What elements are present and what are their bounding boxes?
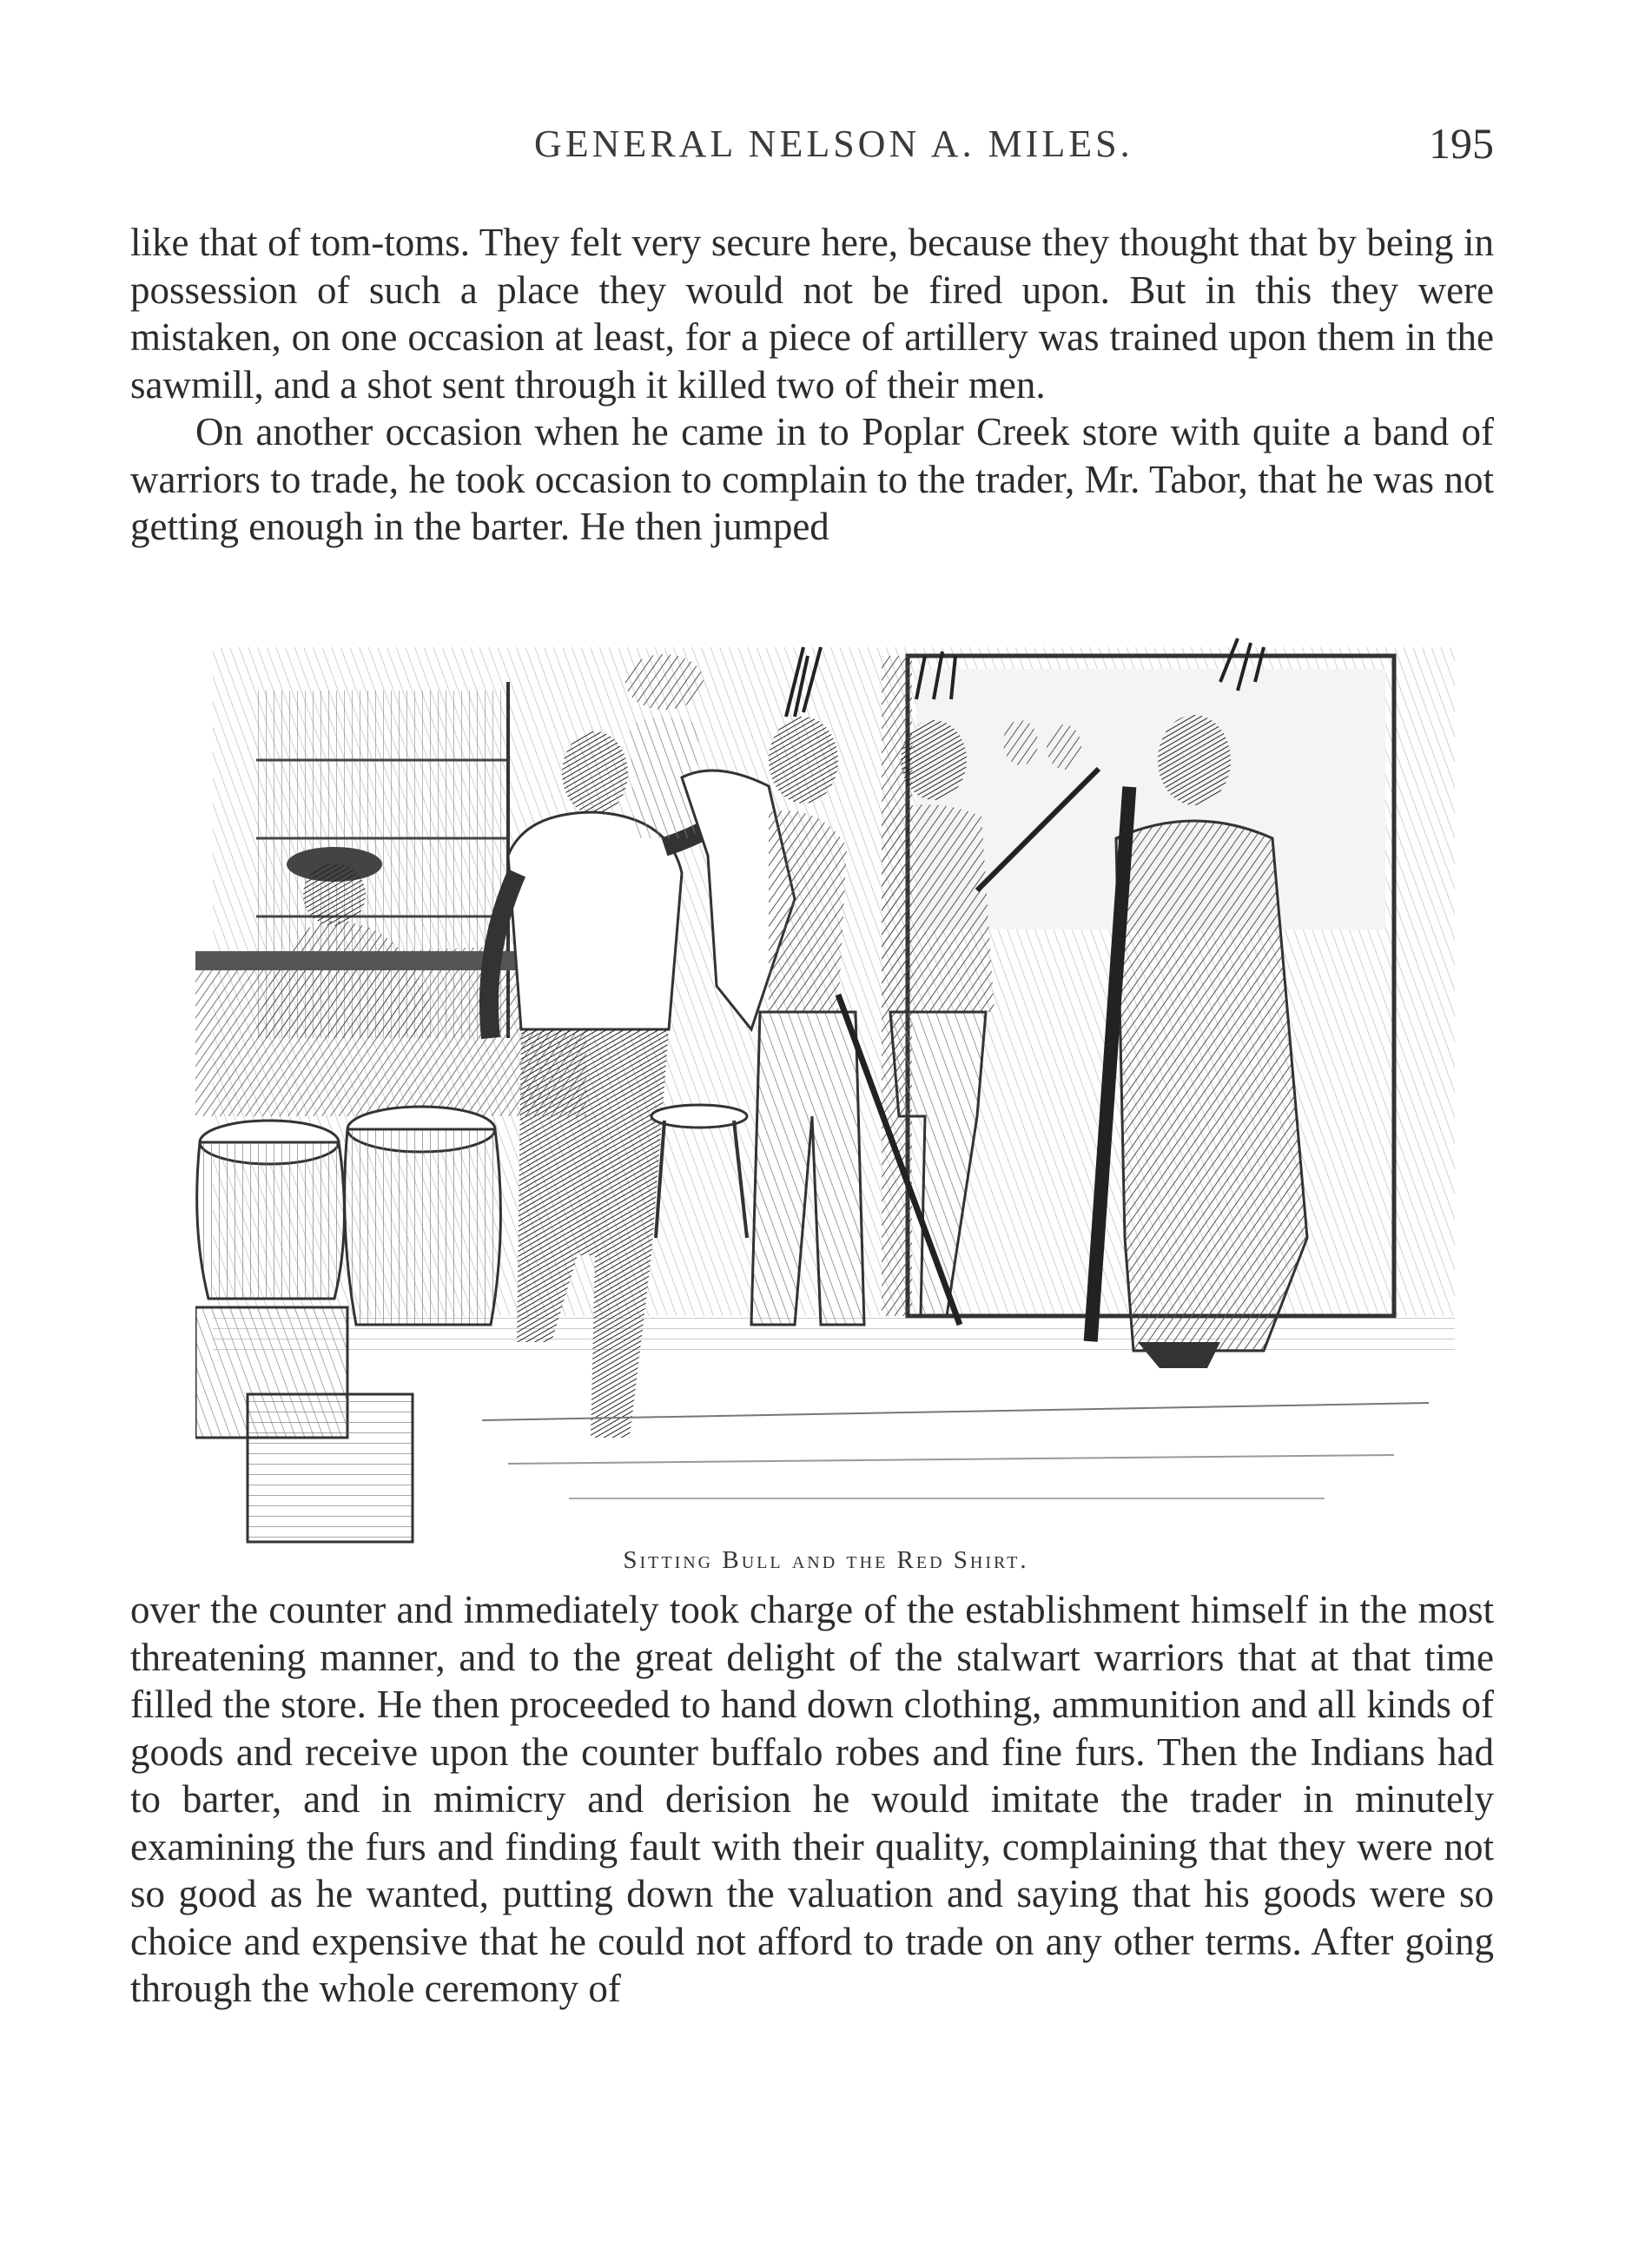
- paragraph-2: On another occasion when he came in to Poplar Creek store with quite a band of warriors to trade, he took occasion to complain to the trader, Mr. Tabor, that he was not getting enough in the barter. He then jumped: [130, 410, 1494, 548]
- page-number: 195: [1429, 119, 1494, 168]
- running-head: GENERAL NELSON A. MILES.: [534, 122, 1133, 165]
- paragraph-1: like that of tom-toms. They felt very secure here, because they thought that by being in possession of such a place they would not be fired upon. But in this they were mistaken, on one occasion at least, for a piece of artillery was trained upon them in the sawmill, and a shot sent through it killed two of their men.: [130, 221, 1494, 407]
- engraving-drawing: [195, 630, 1481, 1551]
- paragraph-3: over the counter and immediately took charge of the establishment himself in the most threatening manner, and to the great delight of the stalwart warriors that at that time filled the store. He then proceeded to hand down clothing, ammunition and all kinds of goods and receive upon the counter buffalo robes and fine furs. Then the Indians had to barter, and in mimicry and derision he would imitate the trader in minutely examining the furs and finding fault with their quality, complaining that they were not so good as he wanted, putting down the valuation and saying that his goods were so choice and expensive that he could not afford to trade on any other terms. After going through the whole ceremony of: [130, 1588, 1494, 2010]
- illustration-caption: Sitting Bull and the Red Shirt.: [623, 1546, 1029, 1574]
- body-text-bottom: [130, 1586, 1494, 2013]
- engraving-illustration: [195, 630, 1481, 1551]
- page-header: [130, 119, 1494, 174]
- body-text-top: [130, 219, 1494, 551]
